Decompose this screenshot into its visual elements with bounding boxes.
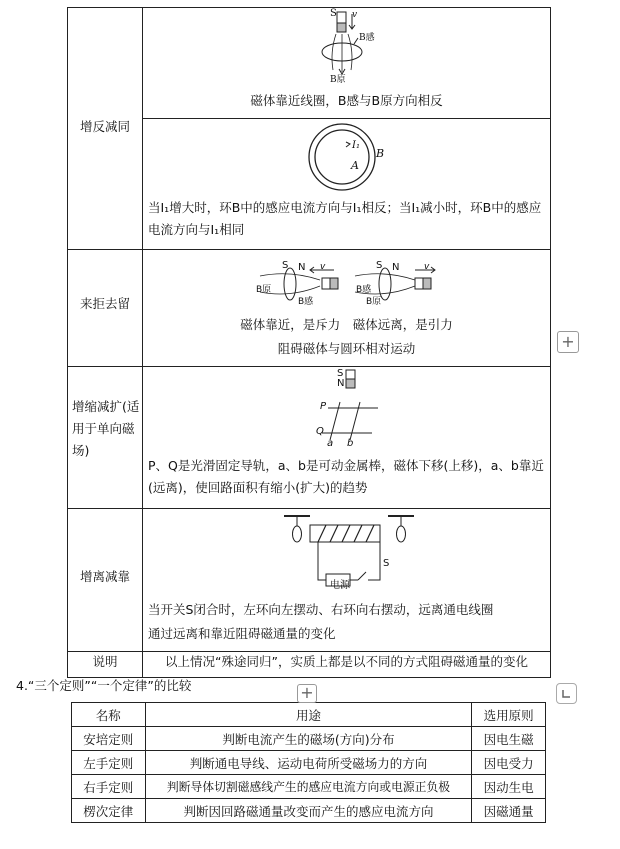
table-row — [72, 751, 546, 775]
cell-use: 判断电流产生的磁场(方向)分布 — [145, 727, 472, 751]
row4-label: 增离减靠 — [79, 569, 130, 584]
add-table-button[interactable]: + — [297, 684, 317, 703]
cell-principle: 因磁通量 — [472, 799, 546, 823]
row5-desc: 以上情况“殊途同归”，实质上都是以不同的方式阻碍磁通量的变化 — [165, 654, 528, 669]
label-v1: v — [352, 10, 358, 20]
label-p: P — [320, 401, 327, 412]
cell-use: 判断导体切割磁感线产生的感应电流方向或电源正负极 — [145, 775, 472, 799]
table-row — [72, 799, 546, 823]
row1-desc1: 磁体靠近线圈，B感与B原方向相反 — [250, 93, 443, 108]
comparison-table — [71, 702, 546, 823]
resize-icon — [557, 684, 576, 703]
table-row — [72, 727, 546, 751]
label-s3: S — [376, 260, 383, 271]
row1-label: 增反减同 — [79, 119, 130, 134]
row1-desc2: 当I₁增大时，环B中的感应电流方向与I₁相反；当I₁减小时，环B中的感应电流方向与I₁相同 — [148, 200, 542, 237]
row2-label: 来拒去留 — [79, 296, 130, 311]
label-s4: S — [337, 368, 344, 379]
label-q: Q — [316, 426, 324, 437]
cell-name: 安培定则 — [72, 727, 146, 751]
ring-current-figure — [300, 122, 410, 194]
label-a-rod: a — [327, 438, 334, 449]
cell-name: 左手定则 — [72, 751, 146, 775]
add-row-button[interactable]: + — [557, 331, 579, 353]
cell-principle: 因电受力 — [472, 751, 546, 775]
label-bgan3: B感 — [356, 285, 372, 295]
cell-name: 楞次定律 — [72, 799, 146, 823]
label-v3: v — [424, 262, 430, 272]
header-principle: 选用原则 — [472, 703, 546, 727]
label-n2: N — [298, 262, 306, 273]
label-byuan1: B原 — [330, 75, 346, 85]
row3-label: 增缩减扩(适用于单向磁场) — [72, 399, 140, 458]
row2-desc1: 磁体靠近，是斥力 磁体远离，是引力 — [240, 317, 453, 332]
label-a-ring: A — [351, 159, 359, 172]
row4-desc1: 当开关S闭合时，左环向左摆动、右环向右摆动，远离通电线圈 — [148, 602, 494, 617]
label-n4: N — [337, 378, 345, 389]
cell-name: 右手定则 — [72, 775, 146, 799]
table-resize-handle[interactable] — [556, 683, 577, 704]
header-use: 用途 — [145, 703, 472, 727]
cell-principle: 因电生磁 — [472, 727, 546, 751]
label-power: 电源 — [330, 580, 350, 591]
label-byuan2: B原 — [256, 285, 272, 295]
label-v2: v — [320, 262, 326, 272]
table-row — [72, 775, 546, 799]
label-s1: S — [330, 8, 337, 19]
cell-principle: 因动生电 — [472, 775, 546, 799]
label-bgan1: B感 — [359, 33, 375, 43]
magnet-coil-figure — [300, 8, 410, 88]
row3-desc: P、Q是光滑固定导轨，a、b是可动金属棒，磁体下移(上移)，a、b靠近(远离)，使回路面积有缩小(扩大)的趋势 — [148, 458, 544, 495]
label-byuan3: B原 — [366, 297, 382, 307]
section-heading: 4.“三个定则”“一个定律”的比较 — [16, 678, 192, 693]
label-n3: N — [392, 262, 400, 273]
label-i1: I₁ — [352, 140, 360, 151]
repel-attract-figure — [250, 256, 450, 312]
cell-use: 判断通电导线、运动电荷所受磁场力的方向 — [145, 751, 472, 775]
cell-use: 判断因回路磁通量改变而产生的感应电流方向 — [145, 799, 472, 823]
label-bgan2: B感 — [298, 297, 314, 307]
header-name: 名称 — [72, 703, 146, 727]
label-switch: S — [383, 558, 390, 569]
row2-desc2: 阻碍磁体与圆环相对运动 — [277, 341, 416, 356]
table-header-row — [72, 703, 546, 727]
label-s2: S — [282, 260, 289, 271]
label-b-rod: b — [347, 438, 354, 449]
row5-label: 说明 — [92, 654, 118, 669]
label-b-ring: B — [376, 147, 385, 160]
row4-desc2: 通过远离和靠近阻碍磁通量的变化 — [148, 626, 336, 641]
